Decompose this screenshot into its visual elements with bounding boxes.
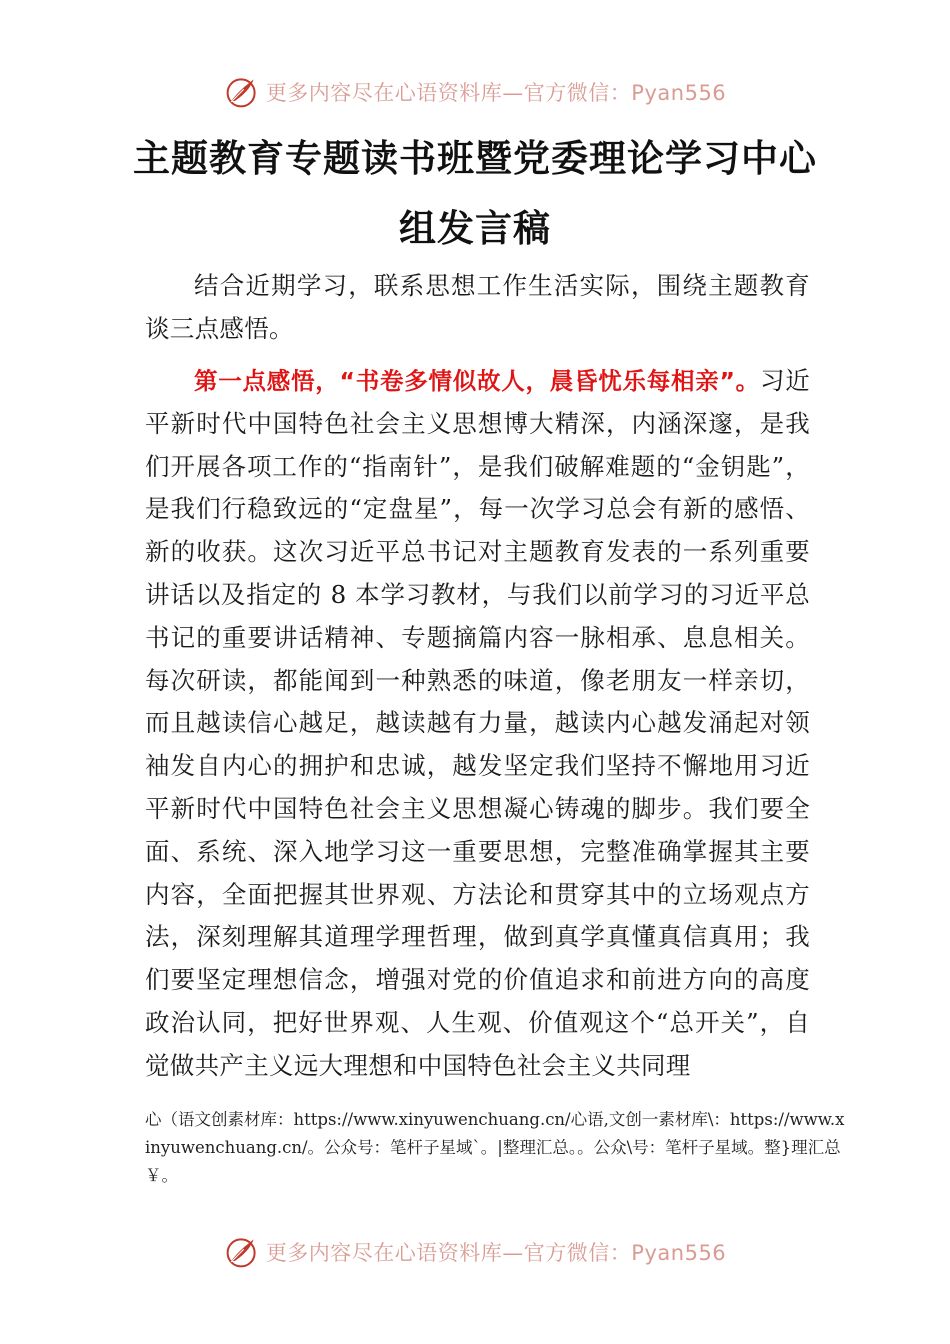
point1-paragraph: [145, 360, 810, 1088]
watermark-header: [0, 72, 950, 112]
point1-heading: 第一点感悟，“书卷多情似故人，晨昏忧乐每相亲”。: [194, 367, 760, 395]
document-title-line1: 主题教育专题读书班暨党委理论学习中心: [133, 136, 817, 180]
watermark-text: 更多内容尽在心语资料库—官方微信：Pyan556: [265, 1241, 727, 1265]
point1-body: 习近平新时代中国特色社会主义思想博大精深，内涵深邃，是我们开展各项工作的“指南针”，是我们破解难题的“金钥匙”，是我们行稳致远的“定盘星”，每一次学习总会有新的感悟、新的收获。这次习近平总书记对主题教育发表的一系列重要讲话以及指定的 8 本学习教材，与我们以前学习的习近平总书记的重要讲话精神、专题摘篇内容一脉相承、息息相关。每次研读，都能闻到一种熟悉的味道，像老朋友一样亲切，而且越读信心越足，越读越有力量，越读内心越发涌起对领袖发自内心的拥护和忠诚，越发坚定我们坚持不懈地用习近平新时代中国特色社会主义思想凝心铸魂的脚步。我们要全面、系统、深入地学习这一重要思想，完整准确掌握其主要内容，全面把握其世界观、方法论和贯穿其中的立场观点方法，深刻理解其道理学理哲理，做到真学真懂真信真用；我们要坚定理想信念，增强对党的价值追求和前进方向的高度政治认同，把好世界观、人生观、价值观这个“总开关”，自觉做共产主义远大理想和中国特色社会主义共同理: [145, 366, 810, 1080]
document-title-line2: 组发言稿: [399, 206, 551, 250]
source-footnote: 心（语文创素材库：https://www.xinyuwenchuang.cn/心语,文创一素材库\：https://www.xinyuwenchuang.cn/。公众号：笔杆子星域`。|整理汇总。。公众\号：笔杆子星域。整}理汇总￥。: [145, 1110, 845, 1185]
quill-logo-icon: [224, 1234, 260, 1270]
intro-paragraph: 结合近期学习，联系思想工作生活实际，围绕主题教育谈三点感悟。: [145, 271, 810, 343]
watermark-text: 更多内容尽在心语资料库—官方微信：Pyan556: [265, 81, 727, 105]
quill-logo-icon: [224, 74, 260, 110]
watermark-footer: [0, 1232, 950, 1272]
